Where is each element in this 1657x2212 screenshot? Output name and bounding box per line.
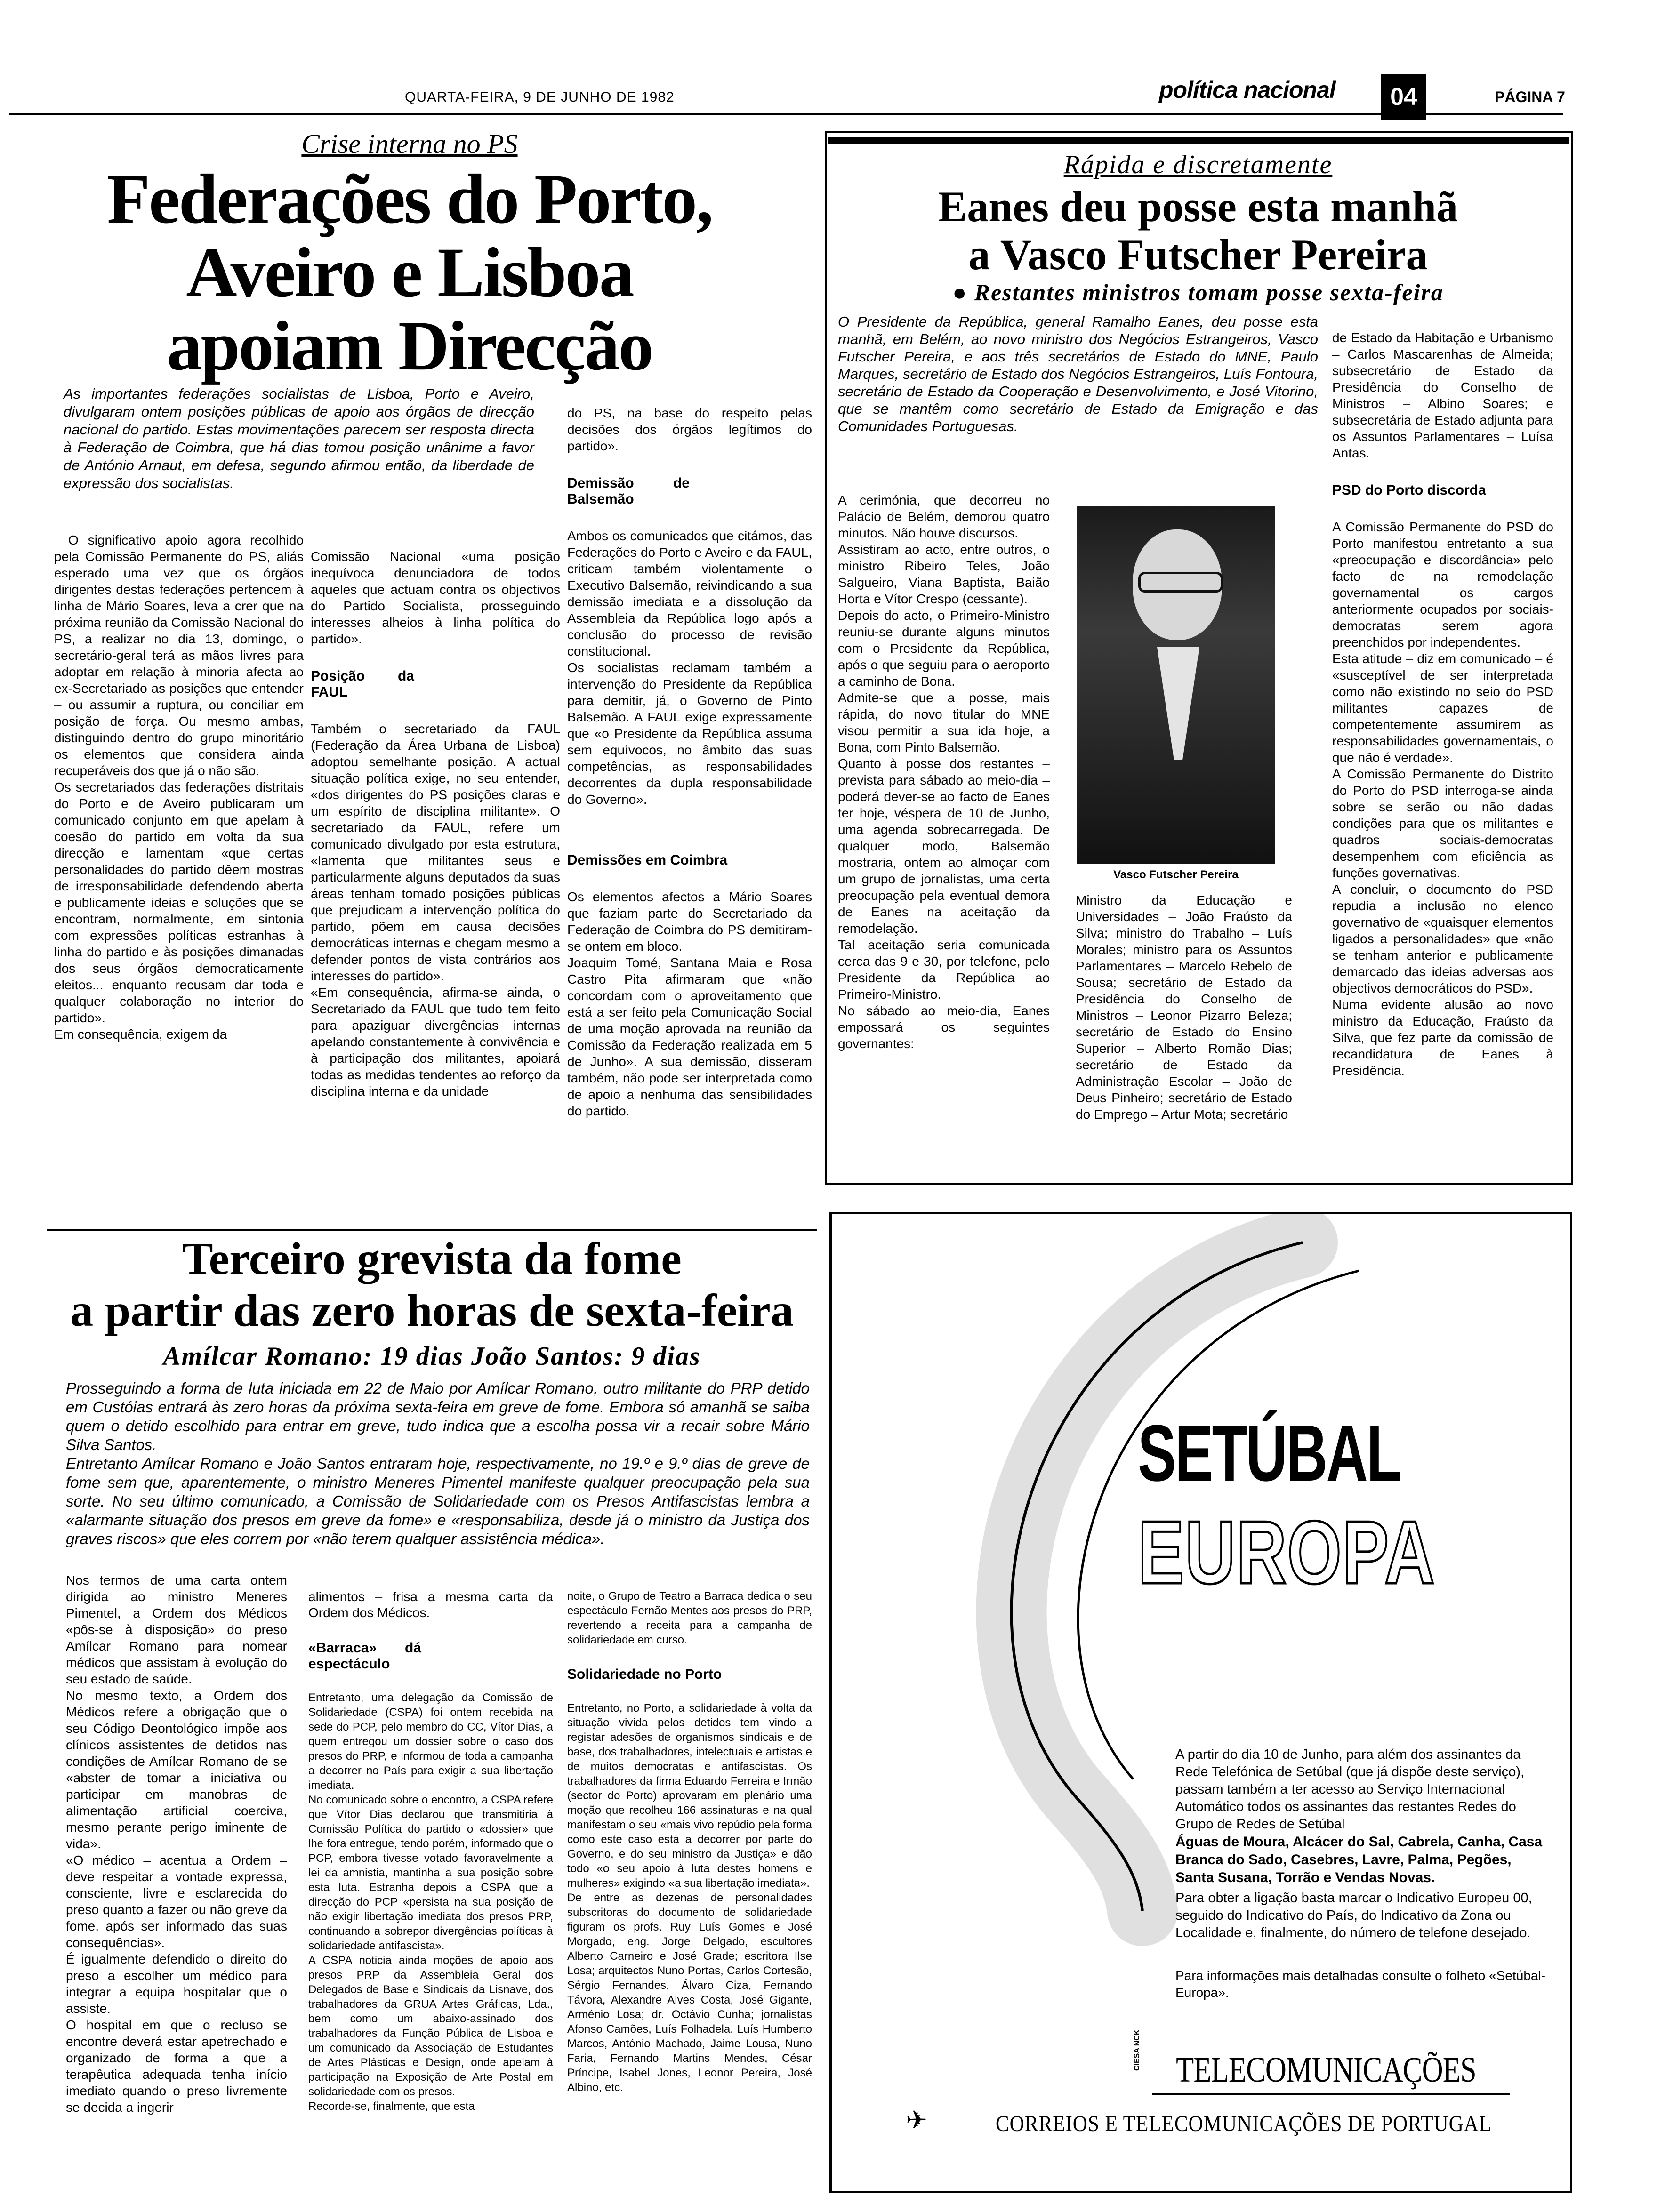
advert-agency: CIESA NCK [1133, 2029, 1141, 2071]
article2-column3-body: A Comissão Permanente do PSD do Porto manifestou entretanto a sua «preocupação e discordância» pelo facto de na remodelação governamental os cargos anteriormente ocupados por sociais-democratas serem agora preenchidos por independentes. Esta atitude – diz em comunicado – é «susceptível de ser interpretada como não existindo no seio do PSD militantes capazes de competentemente assumirem as responsabilidades governamentais, o que não é verdade». A Comissão Permanente do Distrito do Porto do PSD interroga-se ainda sobre se serão ou não dadas condições para que os militantes e quadros sociais-democratas desempenhem com eficiência as funções governativas. A concluir, o documento do PSD repudia a inclusão no elenco governativo de «quaisquer elementos ligados a personalidades» que «não se tenham anterior e publicamente demarcado das ideias adversas aos objectivos democráticos do PSD». Numa evidente alusão ao novo ministro da Educação, Fraústo da Silva, que fez parte da comissão de recandidatura de Eanes à Presidência. [1332, 520, 1553, 1078]
article3-column3-intro: noite, o Grupo de Teatro a Barraca dedica o seu espectáculo Fernão Mentes aos presos do PRP, revertendo a receita para a campanha de solidariedade em curso. [567, 1590, 812, 1646]
article1-subhead-coimbra: Demissões em Coimbra [567, 852, 728, 868]
advert-brand-rule [1152, 2093, 1510, 2095]
article2-kicker: Rápida e discretamente [1063, 150, 1333, 179]
advert-company: CORREIOS E TELECOMUNICAÇÕES DE PORTUGAL [995, 2111, 1492, 2136]
article2-column1: A cerimónia, que decorreu no Palácio de Belém, demorou quatro minutos. Não houve discursos. Assistiram ao acto, entre outros, o ministro Ribeiro Teles, João Salgueiro, Viana Baptista, Baião Horta e Vítor Crespo (cessante). Depois do acto, o Primeiro-Ministro reuniu-se durante alguns minutos com o Presidente da República, após o que seguiu para o aeroporto a caminho de Bona. Admite-se que a posse, mais rápida, do novo titular do MNE visou permitir a sua ida hoje, a Bona, com Pinto Balsemão. Quanto à posse dos restantes – prevista para sábado ao meio-dia – poderá dever-se ao facto de Eanes ter hoje, véspera de 10 de Junho, uma agenda sobrecarregada. De qualquer modo, Balsemão mostraria, ontem ao almoçar com um grupo de jornalistas, uma certa preocupação pela eventual demora de Eanes na aceitação da remodelação. Tal aceitação seria comunicada cerca das 9 e 30, por telefone, pelo Presidente da República ao Primeiro-Ministro. No sábado ao meio-dia, Eanes empossará os seguintes governantes: [838, 493, 1050, 1051]
advert-body3: Para informações mais detalhadas consulte o folheto «Setúbal-Europa». [1175, 1968, 1546, 2000]
article3-column2-body: Entretanto, uma delegação da Comissão de Solidariedade (CSPA) foi ontem recebida na sede do PCP, pelo membro do CC, Vítor Dias, a quem entregou um dossier sobre o caso dos presos do PRP, e informou de toda a campanha a decorrer no País para exigir a sua libertação imediata. No comunicado sobre o encontro, a CSPA refere que Vítor Dias declarou que transmitiria à Comissão Política do partido o «dossier» que lhe fora entregue, tendo porém, informado que o PCP, embora tivesse votado favoravelmente a lei da amnistia, mantinha a sua posição sobre esta luta. Estranha depois a CSPA que a direcção do PCP «persista na sua posição de não exigir libertação imediata dos presos PRP, continuando a sobrepor divergências políticas à solidariedade antifascista». A CSPA noticia ainda moções de apoio aos presos PRP da Assembleia Geral dos Delegados de Base e Sindicais da Lisnave, dos trabalhadores da GRUA Artes Gráficas, Lda., bem como um abaixo-assinado dos trabalhadores da Função Pública de Lisboa e um comunicado da Associação de Estudantes de Artes Plásticas e Design, onde apelam à participação na Exposição de Arte Postal em solidariedade com os presos. Recorde-se, finalmente, que esta [308, 1691, 553, 2113]
advert-box [829, 1212, 1572, 2193]
article1-headline-line2: Aveiro e Lisboa [186, 233, 633, 312]
article2-headline-line1: Eanes deu posse esta manhã [938, 183, 1458, 231]
article2-lead: O Presidente da República, general Ramalho Eanes, deu posse esta manhã, em Belém, ao novo ministro dos Negócios Estrangeiros, Vasco Futscher Pereira, e aos três secretários de Estado do MNE, Paulo Marques, secretário de Estado dos Negócios Estrangeiros, Luís Fontoura, secretário de Estado da Cooperação e Desenvolvimento, e José Vitorino, que se mantêm como secretário de Estado da Emigração e das Comunidades Portuguesas. [838, 313, 1318, 434]
article2-column3-intro: de Estado da Habitação e Urbanismo – Carlos Mascarenhas de Almeida; subsecretário de Estado da Presidência do Conselho de Ministros – Albino Soares; e subsecretária de Estado adjunta para os Assuntos Parlamentares – Luísa Antas. [1332, 330, 1553, 460]
article3-column2-intro: alimentos – frisa a mesma carta da Ordem dos Médicos. [308, 1589, 553, 1620]
photo-caption: Vasco Futscher Pereira [1113, 868, 1239, 881]
article1-column3-body: Ambos os comunicados que citámos, das Federações do Porto e Aveiro e da FAUL, criticam também violentamente o Executivo Balsemão, reivindicando a sua demissão imediata e a dissolução da Assembleia da República logo após a conclusão do processo de revisão constitucional. Os socialistas reclamam também a intervenção do Presidente da República para demitir, já, o Governo de Pinto Balsemão. A FAUL exige expressamente que «o Presidente da República assuma sem equívocos, no âmbito das suas competências, as responsabilidades decorrentes da dupla responsabilidade do Governo». [567, 529, 812, 807]
article1-lead: As importantes federações socialistas de Lisboa, Porto e Aveiro, divulgaram ontem posições públicas de apoio aos órgãos de direcção nacional do partido. Estas movimentações parecem ser resposta directa à Federação de Coimbra, que há dias tomou posição unânime a favor de António Arnaut, em defesa, segundo afirmou então, da liberdade de expressão dos socialistas. [64, 385, 534, 491]
article1-column1: O significativo apoio agora recolhido pela Comissão Permanente do PS, aliás esperado uma vez que os órgãos dirigentes destas federações pertencem à linha de Mário Soares, leva a crer que na próxima reunião da Comissão Nacional do PS, a realizar no dia 13, domingo, o secretário-geral terá as mãos livres para adoptar em relação à minoria afecta ao ex-Secretariado as posições que entender – ou assumir a ruptura, ou conciliar em posição de força. Ou mesmo ambas, distinguindo dentro do grupo minoritário os elementos que considera ainda recuperáveis dos que já o não são. Os secretariados das federações distritais do Porto e de Aveiro publicaram um comunicado conjunto em que apelam à coesão do partido em volta da sua direcção e lamentam «que certas personalidades do partido dêem mostras de irresponsabilidade defendendo aberta e publicamente ideias e soluções que se encontram, normalmente, em sintonia com expressões políticas estranhas à linha do partido e às posições dimanadas dos seus órgãos democraticamente eleitos... enquanto recusam dar toda e qualquer colaboração no interior do partido». Em consequência, exigem da [54, 533, 304, 1042]
article3-headline [47, 1233, 817, 1337]
masthead-date: QUARTA-FEIRA, 9 DE JUNHO DE 1982 [405, 89, 675, 105]
article3-column2 [308, 1574, 553, 2193]
article3-subhead-porto: Solidariedade no Porto [567, 1667, 722, 1682]
article1-column2-body: Também o secretariado da FAUL (Federação da Área Urbana de Lisboa) adoptou semelhante posição. A actual situação política exige, no seu entender, «dos dirigentes do PS posições claras e um espírito de disciplina militante». O secretariado da FAUL, refere um comunicado divulgado por esta estrutura, «lamenta que militantes seus e particularmente alguns deputados da suas áreas tenham tomado posições públicas que prejudicam a intervenção política do partido, põem em causa decisões democráticas internas e chegam mesmo a defender pontos de vista contrários aos interesses do partido». «Em consequência, afirma-se ainda, o Secretariado da FAUL que tudo tem feito para apaziguar divergências internas apelando constantemente à convivência e à participação dos militantes, apoiará todas as medidas tendentes ao reforço da disciplina interna e da unidade [311, 721, 560, 1098]
advert-title-setubal: SETÚBAL [1138, 1409, 1400, 1498]
article1-column3 [567, 388, 812, 1224]
article2-subhead-text: Restantes ministros tomam posse sexta-feira [974, 279, 1444, 305]
advert-title-europa: EUROPA [1138, 1503, 1436, 1603]
article3-top-rule [47, 1229, 817, 1231]
article2-headline [828, 183, 1568, 279]
bullet-icon: ● [952, 279, 974, 305]
article3-headline-line1: Terceiro grevista da fome [182, 1234, 682, 1284]
article2-top-band [828, 137, 1569, 144]
portrait-glasses-shape [1138, 572, 1223, 593]
article1-column3-intro: do PS, na base do respeito pelas decisões dos órgãos legítimos do partido». [567, 406, 812, 453]
article3-column3 [567, 1574, 812, 2193]
section-badge: 04 [1381, 74, 1426, 120]
article3-headline-line2: a partir das zero horas de sexta-feira [70, 1285, 794, 1336]
article3-column1: Nos termos de uma carta ontem dirigida ao ministro Meneres Pimentel, a Ordem dos Médicos «pôs-se à disposição» do preso Amílcar Romano para nomear médicos que assistam à evolução do seu estado de saúde. No mesmo texto, a Ordem dos Médicos refere a obrigação que o seu Código Deontológico impõe aos clínicos assistentes de detidos nas condições de Amílcar Romano de se «abster de tomar a iniciativa ou participar em manobras de alimentação artificial coerciva, mesmo perante perigo iminente de vida». «O médico – acentua a Ordem – deve respeitar a vontade expressa, consciente, livre e esclarecida do preso quanto a fazer ou não greve da fome, após ser informado das suas consequências». É igualmente defendido o direito do preso a escolher um médico para integrar a equipa hospitalar que o assiste. O hospital em que o recluso se encontre deverá estar apetrechado e organizado de forma a que a terapêutica adequada tenha início imediato quando o preso livremente se decida a ingerir [66, 1573, 287, 2115]
article2-headline-line2: a Vasco Futscher Pereira [968, 231, 1428, 279]
advert-body2: Para obter a ligação basta marcar o Indicativo Europeu 00, seguido do Indicativo do País, do Indicativo da Zona ou Localidade e, finalmente, do número de telefone desejado. [1175, 1891, 1532, 1940]
article3-subhead-barraca: «Barraca» dá espectáculo [308, 1640, 421, 1672]
article2-column2: Ministro da Educação e Universidades – João Fraústo da Silva; ministro do Trabalho – Luís Morales; ministro para os Assuntos Parlamentares – Marcelo Rebelo de Sousa; secretário de Estado da Presidência do Conselho de Ministros – Leonor Pizarro Beleza; secretário de Estado do Ensino Superior – Alberto Romão Dias; secretário de Estado da Administração Escolar – João de Deus Pinheiro; secretário de Estado do Emprego – Artur Mota; secretário [1076, 893, 1292, 1122]
article3-subhead: Amílcar Romano: 19 dias João Santos: 9 dias [163, 1342, 701, 1371]
advert-body1: A partir do dia 10 de Junho, para além dos assinantes da Rede Telefónica de Setúbal (que já dispõe deste serviço), passam também a ter acesso ao Serviço Internacional Automático todos os assinantes das restantes Redes do Grupo de Redes de Setúbal [1175, 1747, 1525, 1832]
article1-headline-line3: apoiam Direcção [167, 307, 652, 385]
article1-subhead-faul: Posição da FAUL [311, 668, 414, 700]
page-number: PÁGINA 7 [1495, 88, 1565, 105]
advert-brand: TELECOMUNICAÇÕES [1176, 2050, 1476, 2090]
advert-places: Águas de Moura, Alcácer do Sal, Cabrela, Canha, Casa Branca do Sado, Casebres, Lavre, Palma, Pegões, Santa Susana, Torrão e Vendas Novas. [1175, 1834, 1543, 1885]
article2-column3 [1332, 313, 1553, 1165]
article2-subhead-psd: PSD do Porto discorda [1332, 482, 1486, 498]
article1-column2 [311, 532, 560, 1224]
portrait-shirt-shape [1157, 647, 1199, 760]
article1-column2-intro: Comissão Nacional «uma posição inequívoca denunciadora de todos aqueles que actuam contra os objectivos do Partido Socialista, prosseguindo interesses alheios à linha política do partido». [311, 549, 560, 646]
post-horn-logo-icon: ✈ [906, 2106, 927, 2134]
article2-subhead [828, 279, 1568, 306]
article1-kicker: Crise interna no PS [301, 128, 518, 159]
telephone-handset-graphic [832, 1214, 1570, 2191]
header-rule [9, 113, 1563, 115]
article3-lead: Prosseguindo a forma de luta iniciada em 22 de Maio por Amílcar Romano, outro militante do PRP detido em Custóias entrará às zero horas da próxima sexta-feira em greve de fome. Embora só amanhã se saiba quem o detido escolhido para entrar em greve, tudo indica que a escolha possa vir a recair sobre Mário Silva Santos. Entretanto Amílcar Romano e João Santos entraram hoje, respectivamente, no 19.º e 9.º dias de greve de fome sem que, aparentemente, o ministro Meneres Pimentel manifeste qualquer preocupação pela sua sorte. No seu último comunicado, a Comissão de Solidariedade com os Presos Antifascistas lembra a «alarmante situação dos presos em greve da fome» e «responsabiliza, desde já o ministro da Justiça dos graves riscos» que eles correm por «não terem qualquer assistência médica». [66, 1379, 810, 1547]
portrait-photo [1077, 506, 1275, 864]
article1-column3-coimbra: Os elementos afectos a Mário Soares que faziam parte do Secretariado da Federação de Coimbra do PS demitiram-se ontem em bloco. Joaquim Tomé, Santana Maia e Rosa Castro Pita afirmaram que «não concordam com o aproveitamento que está a ser feito pela Comunicação Social de uma moção aprovada na reunião da Comissão da Federação realizada em 5 de Junho». A sua demissão, disseram também, não pode ser interpretada como de apoio a nenhuma das sensibilidades do partido. [567, 890, 812, 1118]
article1-subhead-balsemao: Demissão de Balsemão [567, 475, 690, 507]
article1-headline [0, 162, 819, 383]
section-title: política nacional [1159, 77, 1335, 103]
article1-headline-line1: Federações do Porto, [107, 160, 712, 238]
article3-column3-body: Entretanto, no Porto, a solidariedade à volta da situação vivida pelos detidos tem vindo a registar adesões de organismos sindicais e de base, dos trabalhadores, intelectuais e artistas e de muitos democratas e antifascistas. Os trabalhadores da firma Eduardo Ferreira e Irmão (sector do Porto) aprovaram em plenário uma moção que recolheu 166 assinaturas e na qual manifestam o seu «mais vivo repúdio pela forma como este caso está a decorrer por parte do Governo, e do seu ministro da Justiça» e dão todo «o seu apoio à luta destes homens e mulheres» exigindo «a sua libertação imediata». De entre as dezenas de personalidades subscritoras do documento de solidariedade figuram os profs. Ruy Luís Gomes e José Morgado, eng. Jorge Delgado, escultores Alberto Carneiro e José Grade; escritora Ilse Losa; arquitectos Nuno Portas, Carlos Cortesão, Sérgio Fernandes, Álvaro Ciza, Fernando Távora, Alexandre Alves Costa, José Gigante, Arménio Losa; dr. Octávio Cunha; jornalistas Afonso Camões, Luís Folhadela, Luís Humberto Marcos, António Machado, Jaime Lousa, Nuno Faria, Fernando Martins Mendes, César Príncipe, Isabel Jones, Leonor Pereira, José Albino, etc. [567, 1702, 812, 2094]
